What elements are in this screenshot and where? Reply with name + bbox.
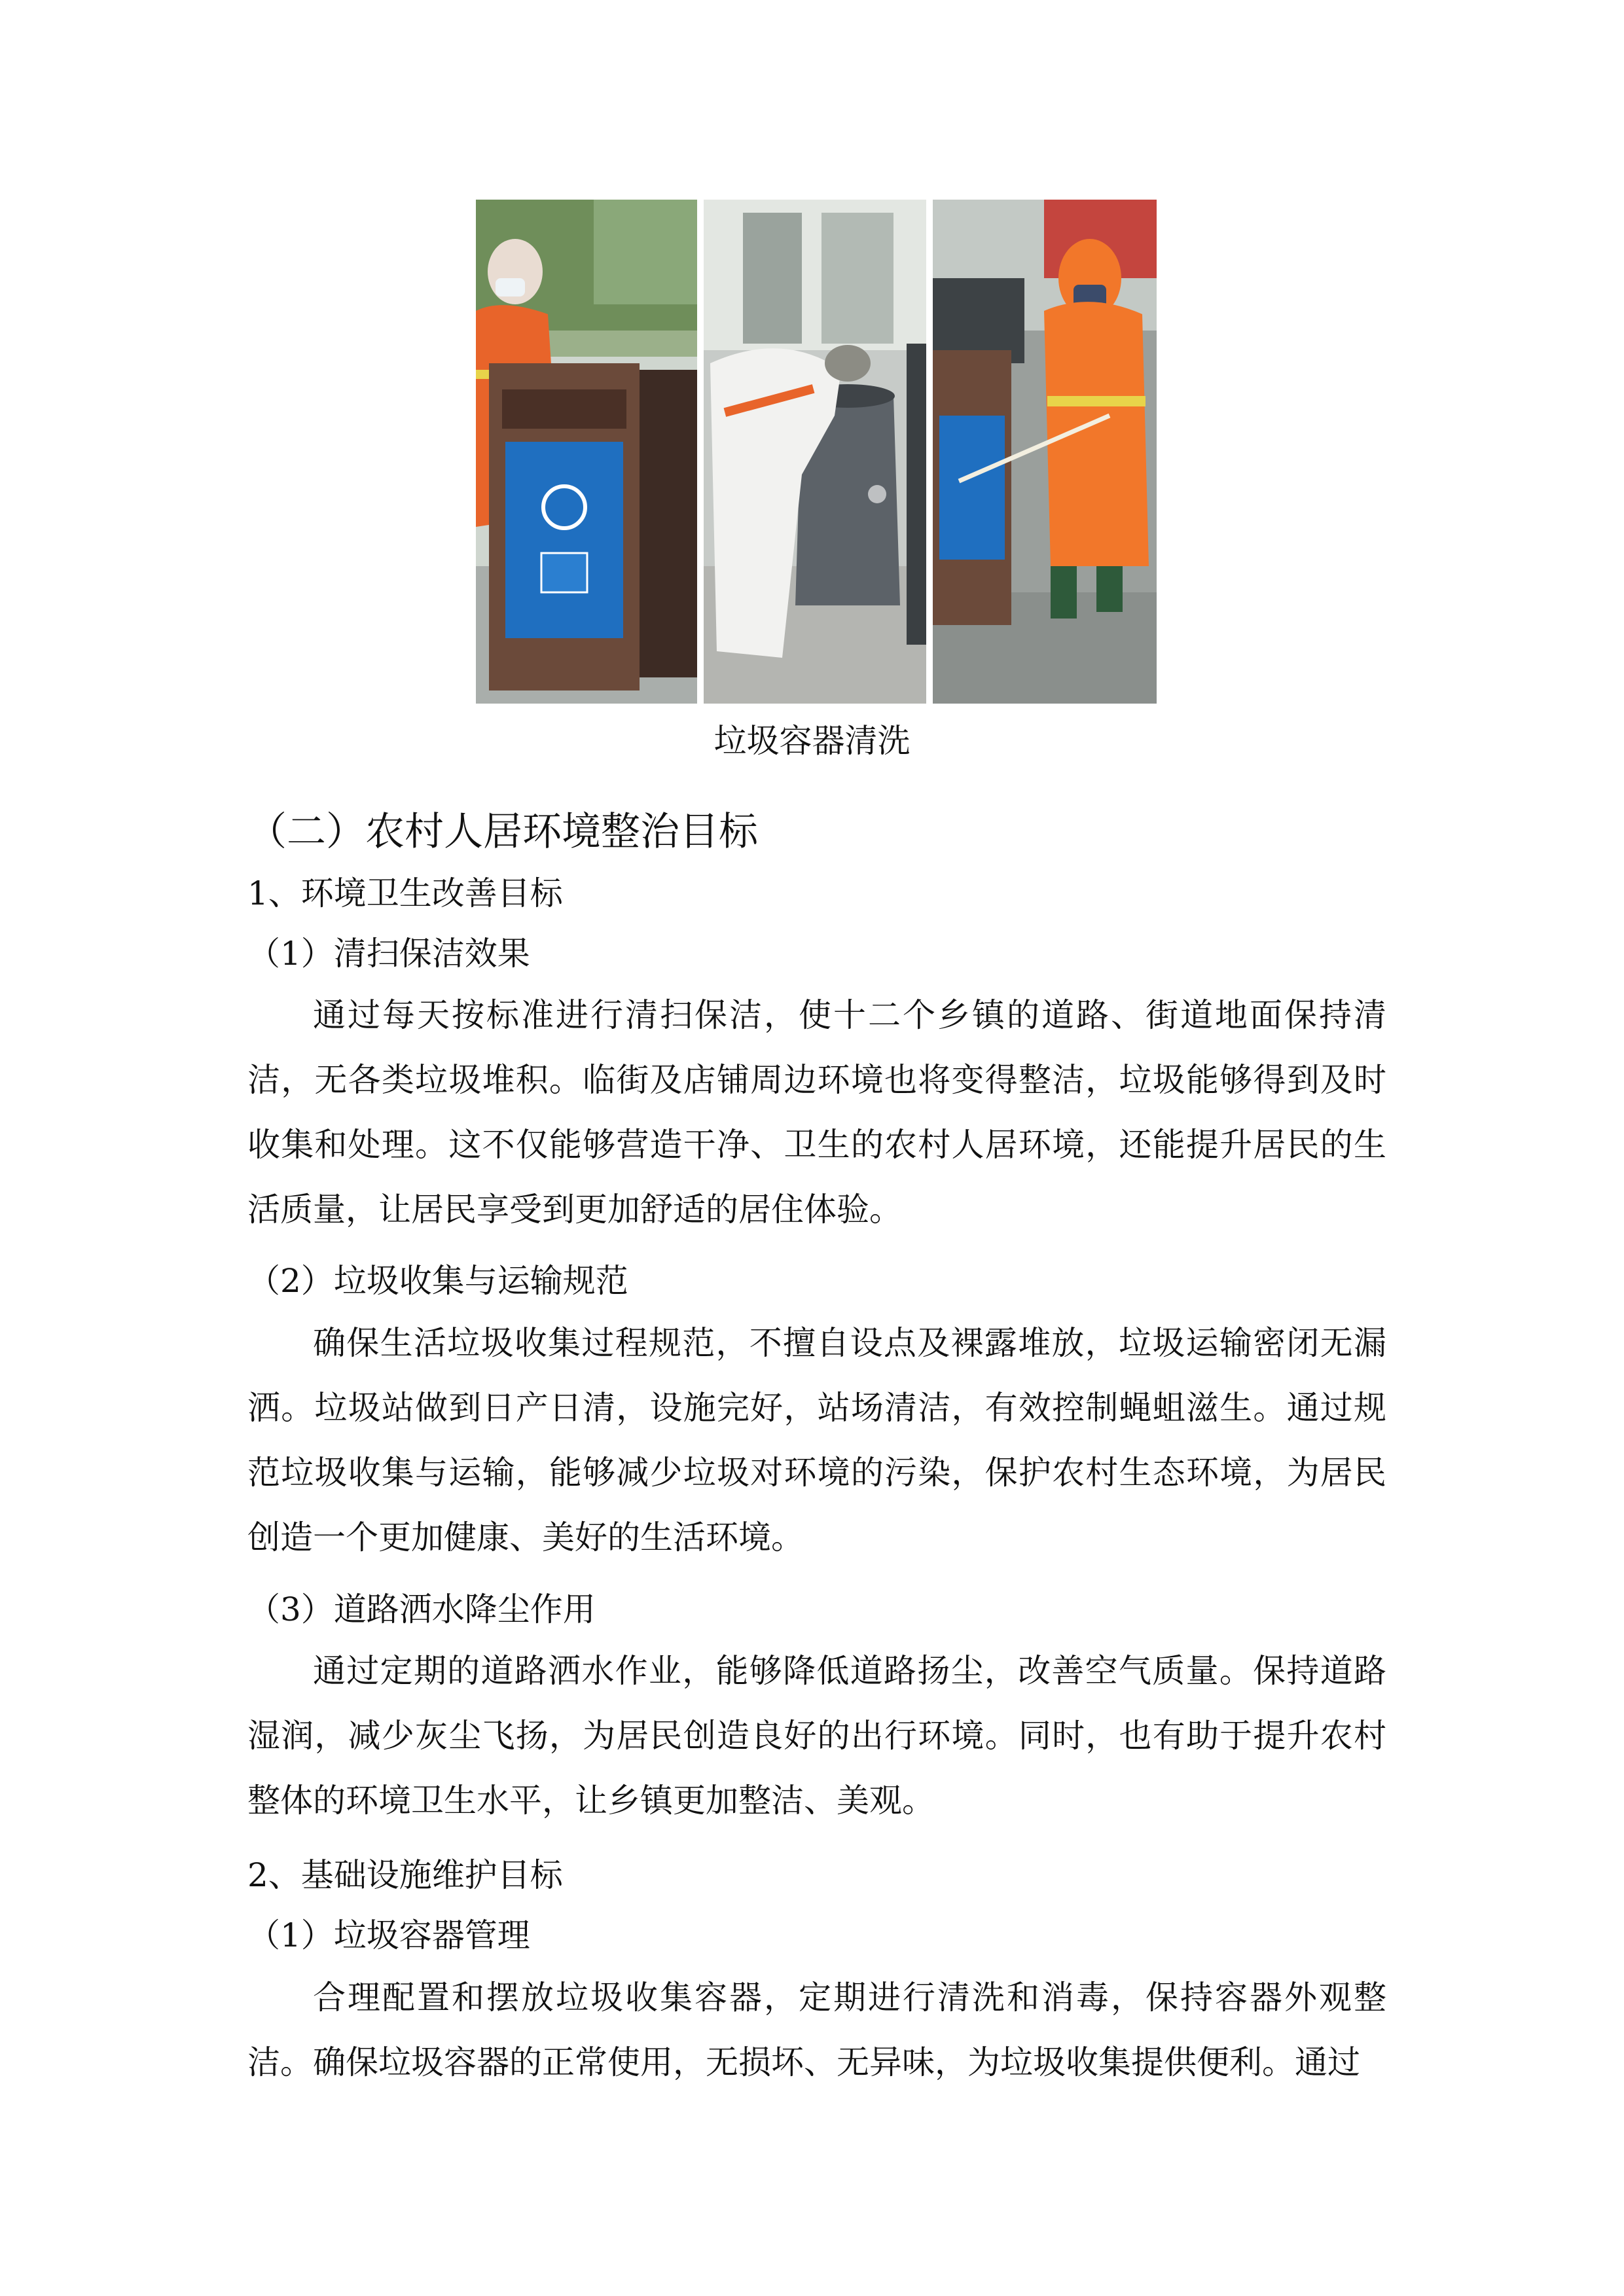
item-1-2-text: 确保生活垃圾收集过程规范，不擅自设点及裸露堆放，垃圾运输密闭无漏洒。垃圾站做到日产日清，设施完好，站场清洁，有效控制蝇蛆滋生。通过规范垃圾收集与运输，能够减少垃圾对环境的污染，保护农村生态环境，为居民创造一个更加健康、美好的生活环境。 (247, 1324, 1386, 1556)
part2-heading: 2、基础设施维护目标 (247, 1856, 563, 1894)
item-2-1-text: 合理配置和摆放垃圾收集容器，定期进行清洗和消毒，保持容器外观整洁。确保垃圾容器的正常使用，无损坏、无异味，为垃圾收集提供便利。通过 (247, 1979, 1386, 2081)
section-heading: （二）农村人居环境整治目标 (247, 809, 758, 855)
item-1-2-title: （2）垃圾收集与运输规范 (247, 1262, 628, 1300)
item-1-3-text: 通过定期的道路洒水作业，能够降低道路扬尘，改善空气质量。保持道路湿润，减少灰尘飞扬，为居民创造良好的出行环境。同时，也有助于提升农村整体的环境卫生水平，让乡镇更加整洁、美观。 (247, 1652, 1386, 1820)
item-1-1-text: 通过每天按标准进行清扫保洁，使十二个乡镇的道路、街道地面保持清洁，无各类垃圾堆积。临街及店铺周边环境也将变得整洁，垃圾能够得到及时收集和处理。这不仅能够营造干净、卫生的农村人居环境，还能提升居民的生活质量，让居民享受到更加舒适的居住体验。 (247, 996, 1386, 1229)
photo-strip (476, 200, 1157, 704)
item-2-1-title: （1）垃圾容器管理 (247, 1916, 530, 1954)
item-1-1-title: （1）清扫保洁效果 (247, 935, 530, 973)
figure-caption: 垃圾容器清洗 (713, 722, 911, 760)
item-1-3-title: （3）道路洒水降尘作用 (247, 1590, 596, 1628)
photo-worker-cleaning-sorting-bin (476, 200, 697, 704)
photo-worker-in-orange-raincoat-scrubbing (933, 200, 1157, 704)
photo-worker-wiping-gray-bin (704, 200, 926, 704)
part1-heading: 1、环境卫生改善目标 (247, 874, 563, 912)
